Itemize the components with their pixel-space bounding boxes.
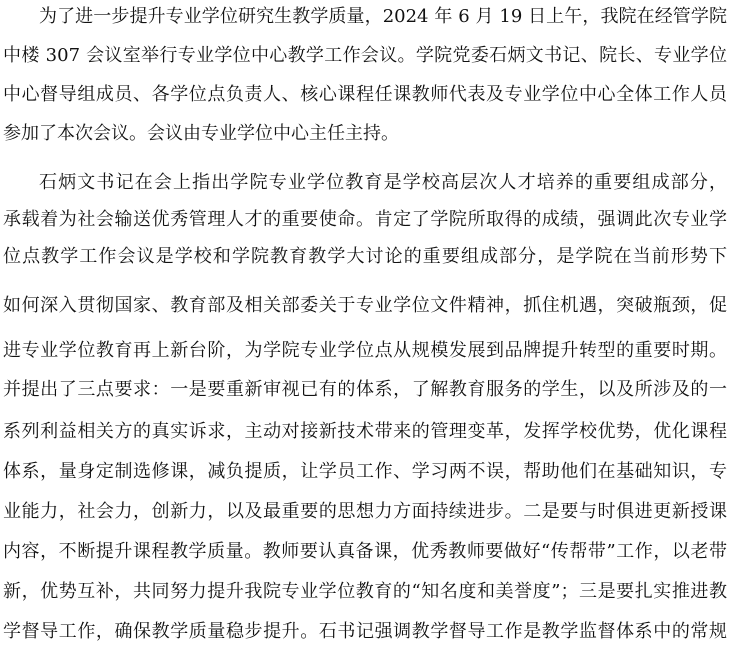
paragraph-2-line-7: 系列利益相关方的真实诉求，主动对接新技术带来的管理变革，发挥学校优势，优化课程: [3, 421, 727, 442]
paragraph-1-line-2: 中楼 307 会议室举行专业学位中心教学工作会议。学院党委石炳文书记、院长、专业学位: [3, 45, 727, 66]
paragraph-2-line-1: 石炳文书记在会上指出学院专业学位教育是学校高层次人才培养的重要组成部分，: [39, 172, 727, 193]
paragraph-2-line-4: 如何深入贯彻国家、教育部及相关部委关于专业学位文件精神，抓住机遇，突破瓶颈，促: [3, 295, 727, 316]
paragraph-2-line-2: 承载着为社会输送优秀管理人才的重要使命。肯定了学院所取得的成绩，强调此次专业学: [3, 209, 727, 230]
paragraph-1-line-1: 为了进一步提升专业学位研究生教学质量，2024 年 6 月 19 日上午，我院在经管学院: [39, 6, 727, 27]
paragraph-2-line-8: 体系，量身定制选修课，减负提质，让学员工作、学习两不误，帮助他们在基础知识，专: [3, 461, 727, 482]
paragraph-2-line-10: 内容，不断提升课程教学质量。教师要认真备课，优秀教师要做好“传帮带”工作，以老带: [3, 541, 727, 562]
paragraph-2-line-5: 进专业学位教育再上新台阶，为学院专业学位点从规模发展到品牌提升转型的重要时期。: [3, 340, 727, 361]
paragraph-2-line-12: 学督导工作，确保教学质量稳步提升。石书记强调教学督导工作是教学监督体系中的常规: [3, 621, 727, 642]
paragraph-2-line-11: 新，优势互补，共同努力提升我院专业学位教育的“知名度和美誉度”；三是要扎实推进教: [3, 581, 727, 602]
paragraph-2-line-9: 业能力，社会力，创新力，以及最重要的思想力方面持续进步。二是要与时俱进更新授课: [3, 501, 727, 522]
paragraph-2-line-6: 并提出了三点要求：一是要重新审视已有的体系，了解教育服务的学生，以及所涉及的一: [3, 379, 727, 400]
paragraph-1-line-3: 中心督导组成员、各学位点负责人、核心课程任课教师代表及专业学位中心全体工作人员: [3, 84, 727, 105]
paragraph-1-line-4: 参加了本次会议。会议由专业学位中心主任主持。: [3, 123, 399, 144]
paragraph-2-line-3: 位点教学工作会议是学校和学院教育教学大讨论的重要组成部分，是学院在当前形势下: [3, 246, 727, 267]
